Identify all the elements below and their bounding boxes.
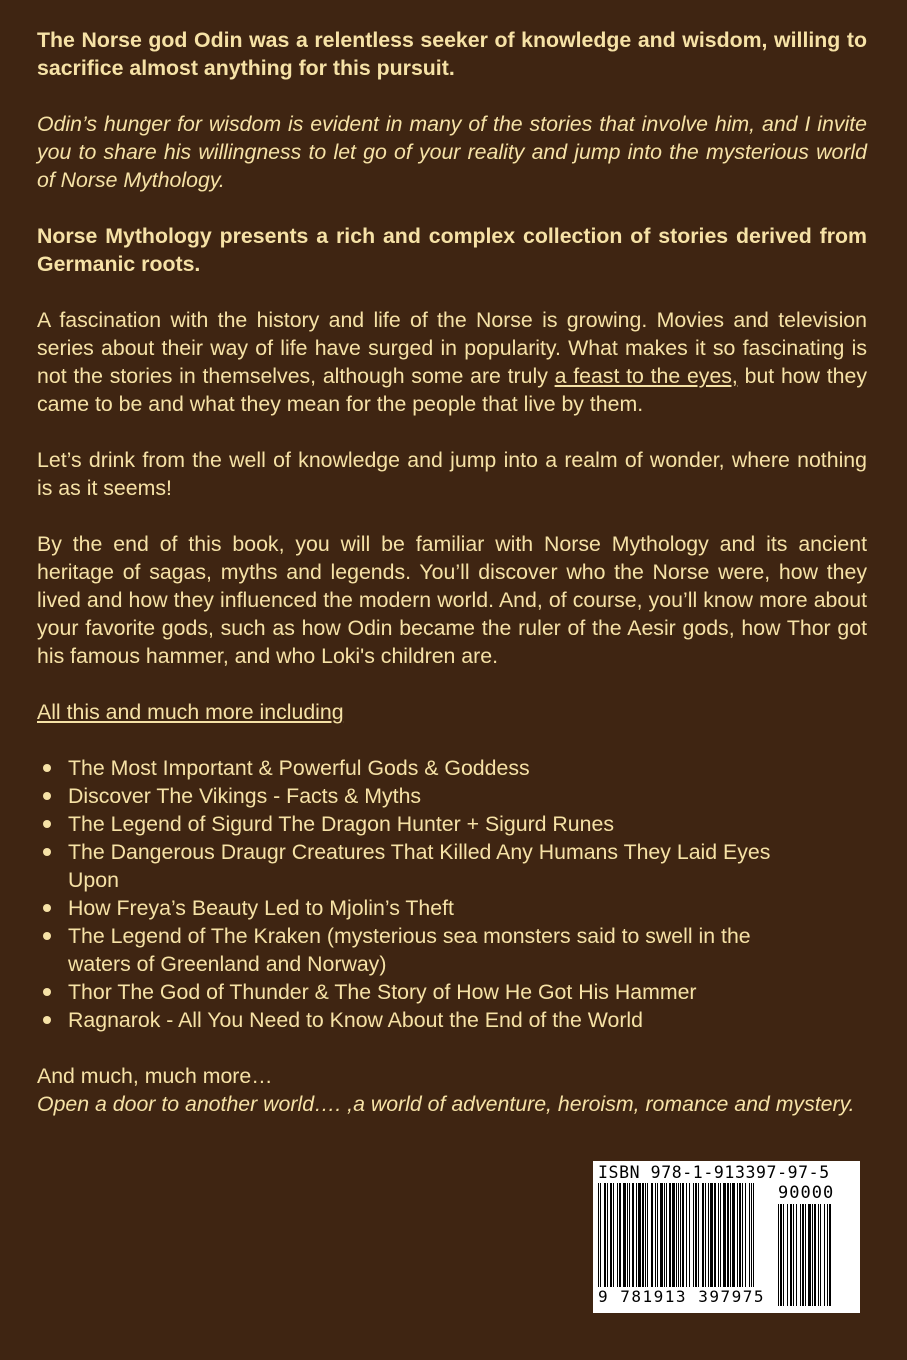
back-cover-text [37,26,867,1118]
barcode-bars-main [598,1183,768,1295]
isbn-label: ISBN 978-1-913397-97-5 [598,1163,830,1182]
list-item: Thor The God of Thunder & The Story of How He Got His Hammer [37,978,797,1006]
list-heading [37,698,867,726]
fascination-paragraph [37,306,867,418]
barcode-bars-addon [778,1204,853,1306]
end-of-book-paragraph: By the end of this book, you will be familiar with Norse Mythology and its ancient heritage of sagas, myths and legends. You’ll discover who the Norse were, how they lived and how they influenced the modern world. And, of course, you’ll know more about your favorite gods, such as how Odin became the ruler of the Aesir gods, how Thor got his famous hammer, and who Loki's children are. [37,532,867,668]
feast-underlined-text: a feast to the eyes, [554,364,738,388]
roots-paragraph: Norse Mythology presents a rich and complex collection of stories derived from Germanic roots. [37,224,867,276]
list-item: Ragnarok - All You Need to Know About the End of the World [37,1006,797,1034]
isbn-barcode [593,1161,860,1313]
closing-line: And much, much more… [37,1064,273,1088]
list-item: Discover The Vikings - Facts & Myths [37,782,797,810]
list-item: The Legend of The Kraken (mysterious sea monsters said to swell in the waters of Greenland and Norway) [37,922,797,978]
intro-italic-paragraph: Odin’s hunger for wisdom is evident in many of the stories that involve him, and I invite you to share his willingness to let go of your reality and jump into the mysterious world of Norse Mythology. [37,112,867,192]
drink-paragraph: Let’s drink from the well of knowledge and jump into a realm of wonder, where nothing is as it seems! [37,448,867,500]
closing-italic-line: Open a door to another world…. ,a world of adventure, heroism, romance and mystery. [37,1092,855,1116]
fascination-text-before: A fascination with the history and life of the Norse is growing. Movies and television series about their way of life have surged in popularity. What makes it so fascinating is not the stories in themselves, although some are truly [37,308,867,388]
list-item: The Dangerous Draugr Creatures That Killed Any Humans They Laid Eyes Upon [37,838,797,894]
list-item: The Most Important & Powerful Gods & Goddess [37,754,797,782]
list-item: How Freya’s Beauty Led to Mjolin’s Theft [37,894,797,922]
list-heading-text: All this and much more including [37,700,344,724]
intro-paragraph: The Norse god Odin was a relentless seeker of knowledge and wisdom, willing to sacrifice almost anything for this pursuit. [37,28,867,80]
list-item: The Legend of Sigurd The Dragon Hunter + Sigurd Runes [37,810,797,838]
fascination-text-after: but how they came to be and what they mean for the people that live by them. [37,364,868,416]
topics-list [37,754,797,1034]
barcode-digits: 9 781913 397975 [598,1287,765,1306]
barcode-addon-number: 90000 [778,1183,835,1203]
